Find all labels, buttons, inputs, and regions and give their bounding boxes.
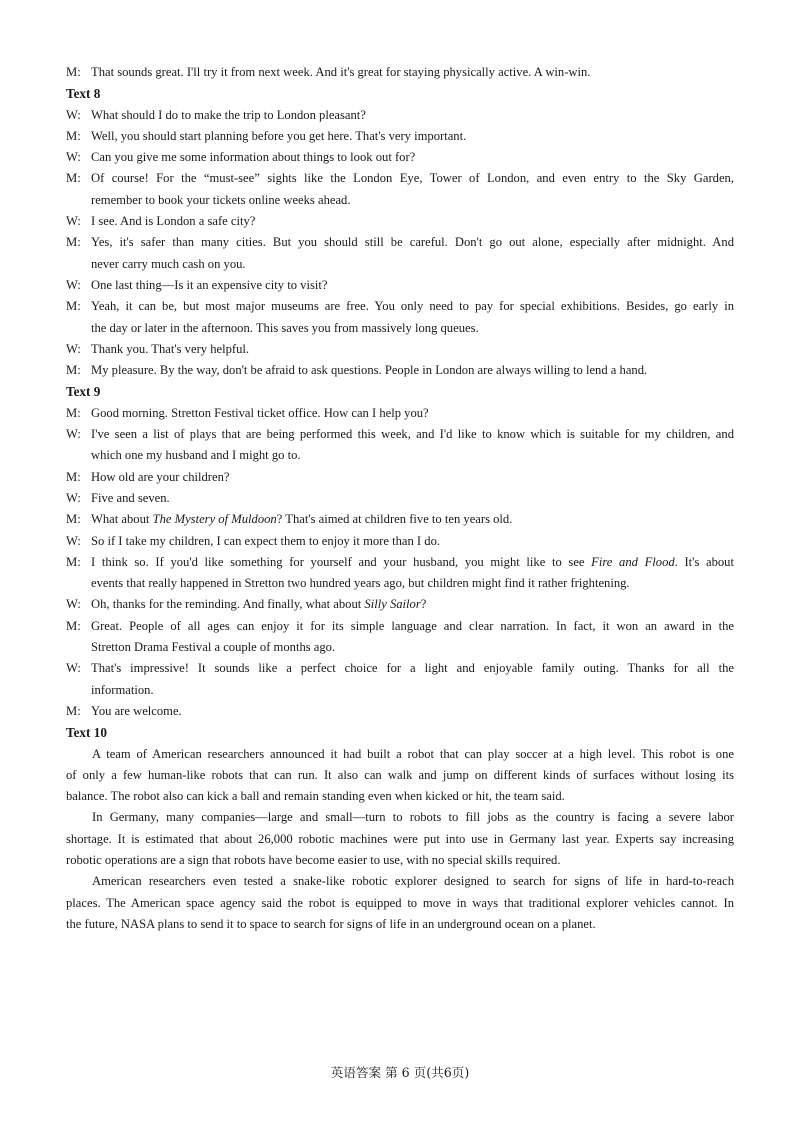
dialogue-text [91, 594, 734, 615]
speaker-label: M: [66, 703, 81, 718]
speaker-label: M: [66, 469, 81, 484]
dialogue-continuation: which one my husband and I might go to. [91, 448, 301, 463]
dialogue-text: Five and seven. [91, 490, 170, 505]
speaker-label: M: [66, 405, 81, 420]
speaker-label: M: [66, 299, 81, 314]
dialogue-line [66, 126, 734, 147]
dialogue-text: Can you give me some information about things to look out for? [91, 150, 416, 165]
dialogue-text: I see. And is London a safe city? [91, 214, 256, 229]
dialogue-line [66, 658, 734, 679]
dialogue-continuation: information. [91, 682, 154, 697]
dialogue-continuation: events that really happened in Stretton two hundred years ago, but children might find it rather frightening. [91, 576, 630, 591]
dialogue-line [66, 552, 734, 573]
speaker-label: W: [66, 661, 81, 676]
dialogue-continuation: remember to book your tickets online weeks ahead. [91, 192, 351, 207]
dialogue-line [66, 360, 734, 381]
document-page [66, 62, 734, 935]
speaker-label: W: [66, 597, 81, 612]
speaker-label: M: [66, 235, 81, 250]
dialogue-text: What should I do to make the trip to London pleasant? [91, 107, 366, 122]
dialogue-text: I've seen a list of plays that are being performed this week, and I'd like to know which is suitable for my children, and [91, 427, 734, 442]
dialogue-line [66, 232, 734, 253]
dialogue-line [66, 339, 734, 360]
paragraph-line: A team of American researchers announced it had built a robot that can play soccer at a high level. This robot is one [92, 746, 734, 761]
dialogue-text: Thank you. That's very helpful. [91, 341, 250, 356]
dialogue-line [66, 168, 734, 189]
speaker-label: M: [66, 171, 81, 186]
dialogue-continuation: Stretton Drama Festival a couple of months ago. [91, 640, 336, 655]
speaker-label: W: [66, 150, 81, 165]
dialogue-text: You are welcome. [91, 703, 182, 718]
dialogue-text [91, 552, 734, 573]
speaker-label: M: [66, 554, 81, 569]
dialogue-line [66, 424, 734, 445]
dialogue-text: So if I take my children, I can expect them to enjoy it more than I do. [91, 533, 441, 548]
dialogue-line [66, 509, 734, 530]
dialogue-line [66, 147, 734, 168]
speaker-label: W: [66, 277, 81, 292]
dialogue-text: Of course! For the “must-see” sights like the London Eye, Tower of London, and even entry to the Sky Garden, [91, 171, 734, 186]
dialogue-text: Well, you should start planning before you get here. That's very important. [91, 128, 467, 143]
speaker-label: W: [66, 214, 81, 229]
dialogue-line [66, 105, 734, 126]
dialogue-text: How old are your children? [91, 469, 230, 484]
dialogue-line [66, 531, 734, 552]
paragraph-line: In Germany, many companies—large and small—turn to robots to fill jobs as the country is facing a severe labor [92, 810, 734, 825]
dialogue-text: That's impressive! It sounds like a perfect choice for a light and enjoyable family outing. Thanks for all the [91, 661, 734, 676]
paragraph-line: robotic operations are a sign that robots have become easier to use, with no special skills required. [66, 852, 561, 867]
dialogue-text: That sounds great. I'll try it from next week. And it's great for staying physically active. A win-win. [91, 65, 591, 79]
dialogue-line [66, 467, 734, 488]
paragraph-line: of only a few human-like robots that can run. It also can walk and jump on different kinds of surfaces without losing its [66, 767, 734, 782]
dialogue-line [66, 616, 734, 637]
dialogue-continuation: never carry much cash on you. [91, 256, 246, 271]
dialogue-text: Yes, it's safer than many cities. But you should still be careful. Don't go out alone, especially after midnight. And [91, 235, 734, 250]
dialogue-text: Good morning. Stretton Festival ticket office. How can I help you? [91, 405, 429, 420]
speaker-label: M: [66, 618, 81, 633]
play-title: The Mystery of Muldoon [152, 512, 277, 527]
paragraph-line: the future, NASA plans to send it to space to search for signs of life in an underground ocean on a planet. [66, 916, 596, 931]
section-heading-text-8: Text 8 [66, 86, 101, 102]
speaker-label: W: [66, 533, 81, 548]
dialogue-text: Yeah, it can be, but most major museums are free. You only need to pay for special exhibitions. Besides, go early in [91, 299, 734, 314]
text-segment: I think so. If you'd like something for yourself and your husband, you might like to see [91, 554, 592, 569]
section-heading-text-10: Text 10 [66, 725, 107, 741]
dialogue-continuation: the day or later in the afternoon. This saves you from massively long queues. [91, 320, 479, 335]
section-heading-text-9: Text 9 [66, 384, 101, 400]
text-segment: Oh, thanks for the reminding. And finally, what about [91, 597, 365, 612]
dialogue-line [66, 594, 734, 615]
speaker-label: W: [66, 107, 81, 122]
dialogue-text [91, 509, 734, 530]
paragraph-line: shortage. It is estimated that about 26,000 robotic machines were put into use in Germany last year. Experts say increasing [66, 831, 734, 846]
paragraph-line: places. The American space agency said the robot is equipped to move in ways that traditional explorer vehicles cannot. In [66, 895, 734, 910]
dialogue-line [66, 62, 734, 83]
dialogue-text: My pleasure. By the way, don't be afraid to ask questions. People in London are always willing to lend a hand. [91, 363, 648, 378]
play-title: Fire and Flood [591, 554, 675, 569]
paragraph-line: balance. The robot also can kick a ball and remain standing even when kicked or hit, the team said. [66, 789, 565, 804]
text-segment: What about [91, 512, 153, 527]
text-segment: ? That's aimed at children five to ten years old. [276, 512, 513, 527]
paragraph [66, 871, 734, 935]
speaker-label: M: [66, 363, 81, 378]
dialogue-line [66, 488, 734, 509]
text-segment: . It's about [674, 554, 734, 569]
play-title: Silly Sailor [364, 597, 421, 612]
dialogue-text: Great. People of all ages can enjoy it for its simple language and clear narration. In fact, it won an award in the [91, 618, 734, 633]
speaker-label: M: [66, 512, 81, 527]
speaker-label: W: [66, 341, 81, 356]
dialogue-line [66, 403, 734, 424]
page-footer: 英语答案 第 6 页(共6页) [330, 1065, 470, 1080]
dialogue-line [66, 296, 734, 317]
speaker-label: M: [66, 65, 81, 79]
dialogue-line [66, 211, 734, 232]
speaker-label: M: [66, 128, 81, 143]
dialogue-text: One last thing—Is it an expensive city to visit? [91, 277, 328, 292]
paragraph-line: American researchers even tested a snake-like robotic explorer designed to search for signs of life in hard-to-reach [92, 874, 734, 889]
dialogue-line [66, 275, 734, 296]
text-segment: ? [420, 597, 427, 612]
paragraph [66, 744, 734, 808]
speaker-label: W: [66, 490, 81, 505]
dialogue-line [66, 701, 734, 722]
speaker-label: W: [66, 427, 81, 442]
paragraph [66, 807, 734, 871]
